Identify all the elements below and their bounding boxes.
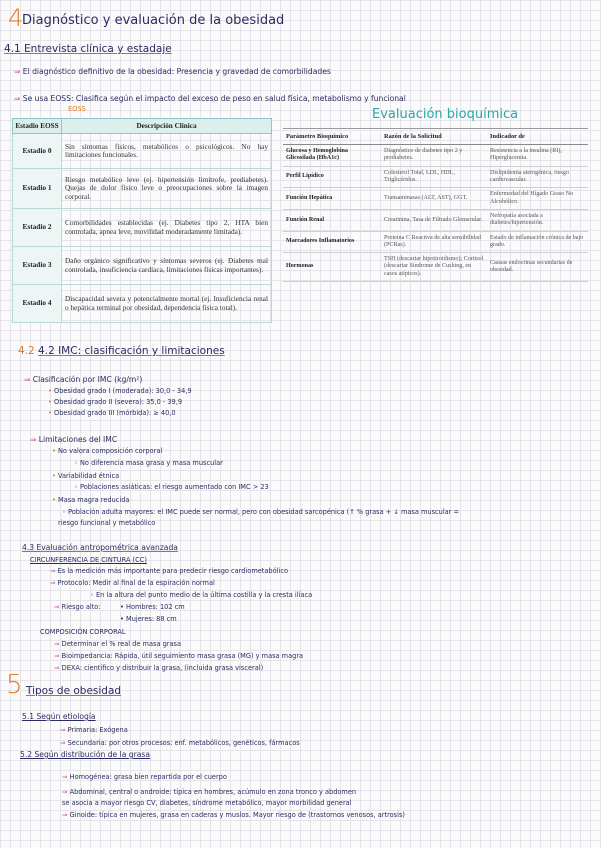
table-row [13,285,272,323]
table-row [283,145,588,167]
line-text: Población adulta mayores: el IMC puede ser normal, pero con obesidad sarcopénica (↑ % grasa + ↓ masa muscular = [68,508,460,516]
arrow-icon: ⇒ [60,739,68,747]
param-cell: Función Renal [283,209,381,231]
desc-cell: Sin síntomas físicos, metabólicos o psicológicos. No hay limitaciones funcionales. [62,134,272,169]
indicator-cell: Enfermedad del Hígado Graso No Alcohólico. [487,188,588,210]
line-text: Limitaciones del IMC [38,435,118,444]
line-clasificacion [24,376,142,384]
line-limitaciones [30,436,117,444]
line-grado-3 [48,410,176,417]
param-cell: Marcadores Inflamatorios [283,231,381,253]
line-text: Es la medición más importante para predecir riesgo cardiometabólico [57,567,288,575]
table-header: Parámetro Bioquímico [283,129,381,145]
line-text: Clasificación por IMC (kg/m²) [32,375,143,384]
section-number-5: 5 [6,670,23,700]
line-homogenea [62,774,227,781]
line-text: No valora composición corporal [58,447,163,455]
arrow-icon: ⇒ [60,726,68,734]
line-text: En la altura del punto medio de la última costilla y la cresta ilíaca [96,591,313,599]
dot-icon: • [48,387,54,395]
reason-cell: TSH (descartar hipotiroidismo); Cortisol (descartar Síndrome de Cushing, en casos atípicos). [381,253,487,282]
line-asiaticas [74,484,269,491]
stage-cell: Estadio 0 [13,134,62,169]
eoss-table [12,118,272,323]
param-cell: Hormonas [283,253,381,282]
line-cc-importancia [50,568,288,575]
desc-cell: Discapacidad severa y potencialmente mortal (ej. Insuficiencia renal o hepática terminal por obesidad, dependencia física total). [62,285,272,323]
table-row [283,253,588,282]
section-4-3-title [22,544,178,552]
dot-icon: ◦ [62,508,68,516]
line-masa-magra [52,497,129,504]
table-row [283,209,588,231]
stage-cell: Estadio 2 [13,209,62,247]
line-altura [90,592,312,599]
line-text: Obesidad grado I (moderada): 30,0 - 34,9 [54,387,192,395]
arrow-icon: ⇒ [50,579,58,587]
line-text: Obesidad grado II (severa): 35,0 - 39,9 [54,398,183,406]
arrow-icon: ⇒ [62,788,70,796]
section-5-2-title: 5.2 Según distribución de la grasa [20,750,151,759]
line-grado-2 [48,399,182,406]
section-title-text: 4.2 IMC: clasificación y limitaciones [38,345,225,357]
line-text: Masa magra reducida [58,496,130,504]
bioquimica-table [283,128,588,282]
line-text: Poblaciones asiáticas: el riesgo aumentado con IMC > 23 [80,483,269,491]
arrow-icon: ⇒ [14,94,23,103]
line-ginoide [62,812,405,819]
line-riesgo: riesgo funcional y metabólico [58,519,156,527]
line-poblacion [62,509,459,516]
line-text: Primaria: Exógena [67,726,128,734]
line-text: Protocolo: Medir al final de la espiración normal [57,579,215,587]
arrow-icon: ⇒ [54,664,62,672]
arrow-icon: ⇒ [54,640,62,648]
line-text: Riesgo alto: [61,603,101,611]
indicator-cell: Causas endocrinas secundarias de obesidad. [487,253,588,282]
section-title-text: 4.3 Evaluación antropométrica avanzada [22,543,178,552]
param-cell: Perfil Lipídico [283,166,381,188]
line-text: Obesidad grado III (mórbida): ≥ 40,0 [54,409,176,417]
line-text: Hombres: 102 cm [126,603,185,611]
line-text: Variabilidad étnica [58,472,120,480]
line-hombres [120,604,185,611]
dot-icon: • [48,409,54,417]
dot-icon: ◦ [74,483,80,491]
eoss-label: EOSS [68,105,86,113]
section-4-1-title: 4.1 Entrevista clínica y estadaje [4,43,172,55]
arrow-icon: ⇒ [50,567,58,575]
line-text: Ginoide: típica en mujeres, grasa en caderas y muslos. Mayor riesgo de (trastornos venosos, artrosis) [69,811,405,819]
desc-cell: Comorbilidades establecidas (ej. Diabetes tipo 2, HTA bien controlada, apnea leve, movilidad moderadamente limitada). [62,209,272,247]
subhead-composicion: COMPOSICIÓN CORPORAL [40,628,126,636]
line-mujeres [120,616,177,623]
indicator-cell: Nefropatía asociada a diabetes/hipertensión. [487,209,588,231]
evaluacion-bioquimica-title: Evaluación bioquímica [372,107,519,122]
table-row [13,247,272,285]
table-row [13,169,272,209]
dot-icon: • [120,603,126,611]
arrow-icon: ⇒ [14,67,23,76]
bullet-text: Se usa EOSS: Clasifica según el impacto del exceso de peso en salud física, metabolismo y funcional [22,94,406,103]
line-primaria [60,727,128,734]
section-5-1-title: 5.1 Según etiología [22,712,96,721]
table-header: Estadio EOSS [13,119,62,134]
reason-cell: Diagnóstico de diabetes tipo 2 y prediabetes. [381,145,487,167]
line-secundaria [60,740,300,747]
arrow-icon: ⇒ [24,375,33,384]
stage-cell: Estadio 1 [13,169,62,209]
line-bioimpedancia [54,653,303,660]
arrow-icon: ⇒ [62,773,70,781]
line-variabilidad [52,473,119,480]
reason-cell: Proteína C Reactiva de alta sensibilidad (PCRas). [381,231,487,253]
line-text: Determinar el % real de masa grasa [61,640,182,648]
line-text: No diferencia masa grasa y masa muscular [80,459,223,467]
bullet-diagnostico [14,68,331,76]
stage-cell: Estadio 4 [13,285,62,323]
stage-cell: Estadio 3 [13,247,62,285]
indicator-cell: Dislipidemia aterogénica, riesgo cardiovascular. [487,166,588,188]
desc-cell: Daño orgánico significativo y síntomas severos (ej. Diabetes mal controlada, insuficiencia cardíaca, limitaciones físicas importantes). [62,247,272,285]
line-riesgo-cv: se asocia a mayor riesgo CV, diabetes, síndrome metabólico, mayor morbilidad general [62,799,352,807]
reason-cell: Colesterol Total, LDL, HDL, Triglicéridos. [381,166,487,188]
dot-icon: ◦ [74,459,80,467]
param-cell: Función Hepática [283,188,381,210]
line-text: Mujeres: 88 cm [126,615,177,623]
dot-icon: • [52,472,58,480]
line-riesgo-alto [54,604,101,611]
reason-cell: Creatinina, Tasa de Filtrado Glomerular. [381,209,487,231]
arrow-icon: ⇒ [54,603,62,611]
desc-cell: Riesgo metabólico leve (ej. hipertensión limítrofe, prediabetes). Quejas de dolor físico leve o preocupaciones sobre la imagen corporal. [62,169,272,209]
line-text: Abdominal, central o androide: típica en hombres, acúmulo en zona tronco y abdomen [69,788,357,796]
line-determinar [54,641,181,648]
dot-icon: • [120,615,126,623]
line-text: DEXA: científico y distribuir la grasa, (incluida grasa visceral) [61,664,264,672]
line-dexa [54,665,263,672]
section-number-4: 4 [8,4,24,32]
table-header: Razón de la Solicitud [381,129,487,145]
table-row [283,166,588,188]
section-4-2-title [18,346,225,358]
table-row [13,134,272,169]
dot-icon: • [48,398,54,406]
section-number: 4.2 [18,345,39,357]
dot-icon: ◦ [90,591,96,599]
line-text: Bioimpedancia: Rápida, útil seguimiento masa grasa (MG) y masa magra [61,652,304,660]
table-header: Indicador de [487,129,588,145]
indicator-cell: Resistencia a la insulina (RI), Hiperglucemia. [487,145,588,167]
arrow-icon: ⇒ [62,811,70,819]
line-diferencia [74,460,223,467]
arrow-icon: ⇒ [30,435,39,444]
table-row [283,231,588,253]
line-composicion [52,448,162,455]
bullet-eoss [14,95,406,103]
table-row [13,209,272,247]
dot-icon: • [52,447,58,455]
line-grado-1 [48,388,192,395]
page-title: Diagnóstico y evaluación de la obesidad [22,13,285,28]
bullet-text: El diagnóstico definitivo de la obesidad: Presencia y gravedad de comorbilidades [22,67,331,76]
reason-cell: Transaminasas (ALT, AST), GGT. [381,188,487,210]
line-protocolo [50,580,215,587]
subhead-cintura: CIRCUNFERENCIA DE CINTURA (CC) [30,556,147,564]
arrow-icon: ⇒ [54,652,62,660]
line-text: Secundaria: por otros procesos: enf. metabólicos, genéticos, fármacos [67,739,300,747]
table-row [283,188,588,210]
table-header: Descripción Clínica [62,119,272,134]
param-cell: Glucosa y Hemoglobina Glicosilada (HbA1c) [283,145,381,167]
indicator-cell: Estado de inflamación crónica de bajo grado. [487,231,588,253]
line-abdominal [62,789,356,796]
line-text: Homogénea: grasa bien repartida por el cuerpo [69,773,227,781]
dot-icon: • [52,496,58,504]
section-5-title: Tipos de obesidad [26,685,122,697]
